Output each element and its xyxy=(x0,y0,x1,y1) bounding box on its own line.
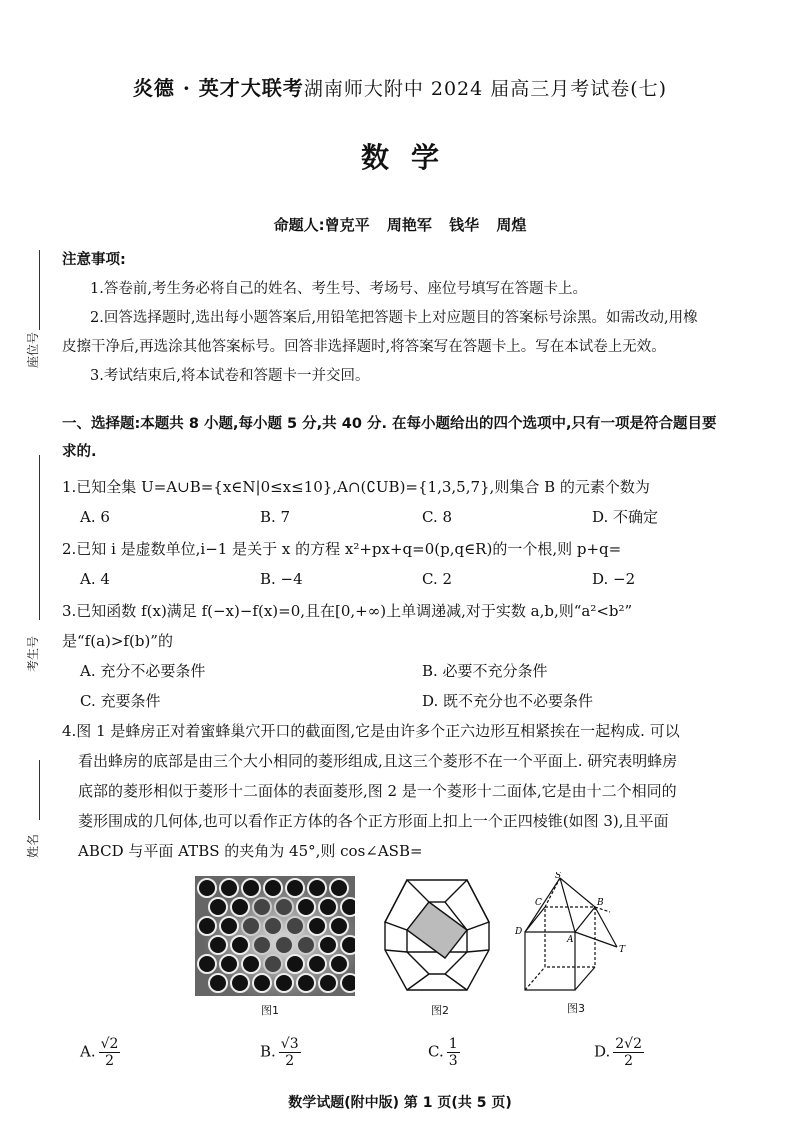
option-a: A. 充分不必要条件 xyxy=(80,662,206,680)
options-row xyxy=(62,656,760,686)
question-4-options xyxy=(62,1036,760,1076)
option-c xyxy=(428,1036,460,1069)
option-c: C. 8 xyxy=(422,508,453,526)
notice-heading: 注意事项: xyxy=(62,252,126,268)
option-a: A. 4 xyxy=(80,570,110,588)
option-label: B. xyxy=(260,1042,276,1061)
question-stem: 是“f(a)>f(b)”的 xyxy=(62,632,173,650)
options-row xyxy=(62,502,760,532)
denominator: 3 xyxy=(448,1053,458,1069)
question-1 xyxy=(62,472,760,532)
option-a: A. 6 xyxy=(80,508,110,526)
exam-no-label: 考生号 xyxy=(26,635,40,672)
seat-label: 座位号 xyxy=(26,331,40,368)
name-line xyxy=(39,760,40,820)
fraction xyxy=(279,1036,301,1069)
fraction xyxy=(447,1036,460,1069)
rhombic-dodecahedron-figure xyxy=(377,872,497,997)
option-b: B. −4 xyxy=(260,570,303,588)
notice-item: 2.回答选择题时,选出每小题答案后,用铅笔把答题卡上对应题目的答案标号涂黑。如需改动,用橡 xyxy=(90,310,698,326)
fraction xyxy=(613,1036,644,1069)
fraction xyxy=(99,1036,121,1069)
option-c: C. 2 xyxy=(422,570,453,588)
numerator: 2√2 xyxy=(615,1036,643,1052)
exam-no-line xyxy=(39,455,40,620)
page-footer: 数学试题(附中版) 第 1 页(共 5 页) xyxy=(288,1095,512,1111)
question-4 xyxy=(62,716,760,866)
question-3 xyxy=(62,596,760,716)
question-stem: 2.已知 i 是虚数单位,i−1 是关于 x 的方程 x²+px+q=0(p,q∈R)的一个根,则 p+q= xyxy=(62,540,622,558)
stem-line: ABCD 与平面 ATBS 的夹角为 45°,则 cos∠ASB= xyxy=(78,842,423,860)
name-label: 姓名 xyxy=(26,833,40,858)
option-a xyxy=(80,1036,120,1069)
point-label: T xyxy=(619,945,626,955)
option-label: D. xyxy=(594,1042,611,1061)
figures xyxy=(195,872,655,1022)
stem-line: 4.图 1 是蜂房正对着蜜蜂巢穴开口的截面图,它是由许多个正六边形互相紧挨在一起构成. 可以 xyxy=(62,722,680,740)
authors-line: 命题人:曾克平 周艳军 钱华 周煌 xyxy=(273,216,527,234)
point-label: S xyxy=(555,872,562,881)
seat-line xyxy=(39,250,40,330)
point-label: A xyxy=(567,935,574,945)
section-line: 一、选择题:本题共 8 小题,每小题 5 分,共 40 分. 在每小题给出的四个选项中,只有一项是符合题目要 xyxy=(62,416,717,432)
figure-caption: 图1 xyxy=(261,1004,279,1017)
figure-caption: 图2 xyxy=(431,1004,449,1017)
option-d xyxy=(594,1036,644,1069)
section-heading xyxy=(62,410,760,466)
option-label: C. xyxy=(428,1042,444,1061)
stem-line: 菱形围成的几何体,也可以看作正方体的各个正方形面上扣上一个正四棱锥(如图 3),且平面 xyxy=(78,812,669,830)
question-stem: 3.已知函数 f(x)满足 f(−x)−f(x)=0,且在[0,+∞)上单调递减,对于实数 a,b,则“a²<b²” xyxy=(62,602,633,620)
brand-name: 炎德 · 英才大联考 xyxy=(132,76,304,100)
denominator: 2 xyxy=(285,1053,295,1069)
section-line: 求的. xyxy=(62,444,97,460)
point-label: B xyxy=(597,898,604,908)
point-label: D xyxy=(515,927,523,937)
option-b: B. 7 xyxy=(260,508,291,526)
option-c: C. 充要条件 xyxy=(80,692,161,710)
stem-line: 底部的菱形相似于菱形十二面体的表面菱形,图 2 是一个菱形十二面体,它是由十二个相同的 xyxy=(78,782,677,800)
stem-line: 看出蜂房的底部是由三个大小相同的菱形组成,且这三个菱形不在一个平面上. 研究表明蜂房 xyxy=(78,752,678,770)
notice-item: 3.考试结束后,将本试卷和答题卡一并交回。 xyxy=(90,368,370,384)
option-b xyxy=(260,1036,301,1069)
options-row xyxy=(62,564,760,594)
point-label: C xyxy=(535,898,542,908)
notice-item: 皮擦干净后,再选涂其他答案标号。回答非选择题时,将答案写在答题卡上。写在本试卷上无效。 xyxy=(62,339,666,355)
numerator: 1 xyxy=(448,1036,458,1052)
option-d: D. 不确定 xyxy=(592,508,659,526)
option-d: D. 既不充分也不必要条件 xyxy=(422,692,594,710)
numerator: √3 xyxy=(280,1036,299,1052)
numerator: √2 xyxy=(100,1036,119,1052)
subject-title: 数学 xyxy=(360,141,461,174)
denominator: 2 xyxy=(624,1053,634,1069)
denominator: 2 xyxy=(105,1053,114,1069)
question-stem: 1.已知全集 U=A∪B={x∈N|0≤x≤10},A∩(∁UB)={1,3,5,7},则集合 B 的元素个数为 xyxy=(62,478,650,496)
option-label: A. xyxy=(80,1042,96,1061)
options-row xyxy=(62,686,760,716)
exam-name: 湖南师大附中 2024 届高三月考试卷(七) xyxy=(303,78,668,100)
question-2 xyxy=(62,534,760,594)
exam-title xyxy=(0,72,800,101)
notice-item: 1.答卷前,考生务必将自己的姓名、考生号、考场号、座位号填写在答题卡上。 xyxy=(90,281,587,297)
question-stem xyxy=(62,716,760,866)
figure-caption: 图3 xyxy=(567,1002,585,1015)
notice-block xyxy=(62,246,760,391)
honeycomb-photo xyxy=(195,876,355,996)
option-d: D. −2 xyxy=(592,570,636,588)
option-b: B. 必要不充分条件 xyxy=(422,662,548,680)
cube-pyramid-figure xyxy=(515,872,645,997)
